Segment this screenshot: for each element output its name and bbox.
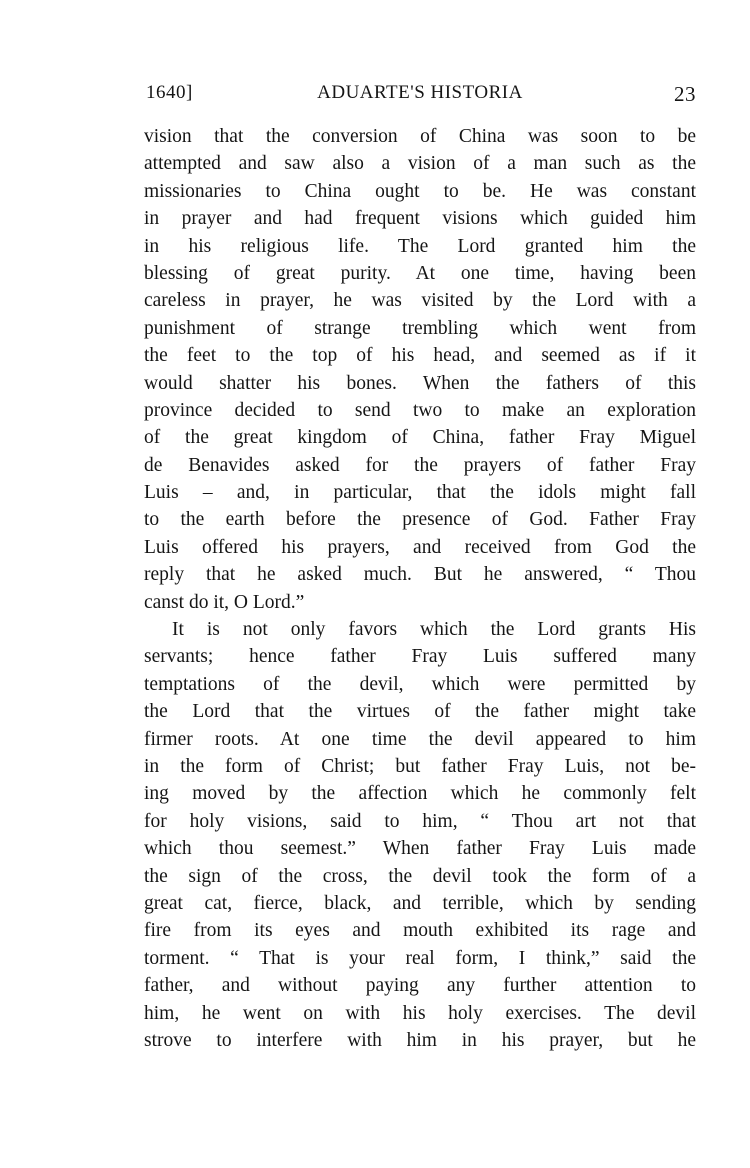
text-line: which thou seemest.” When father Fray Luis made: [144, 838, 696, 860]
text-line: firmer roots. At one time the devil appeared to him: [144, 728, 696, 750]
page-number: 23: [674, 82, 696, 106]
text-line: in the form of Christ; but father Fray Luis, not be-: [144, 755, 696, 777]
text-line: province decided to send two to make an exploration: [144, 399, 696, 421]
text-line: would shatter his bones. When the fathers of this: [144, 372, 696, 394]
body-text: [144, 123, 696, 1054]
text-line: fire from its eyes and mouth exhibited its rage and: [144, 920, 696, 942]
text-line: missionaries to China ought to be. He was constant: [144, 180, 696, 202]
text-line: servants; hence father Fray Luis suffered many: [144, 646, 696, 668]
paragraph-start-line: It is not only favors which the Lord grants His: [172, 619, 696, 641]
text-line: Luis – and, in particular, that the idols might fall: [144, 482, 696, 504]
text-line: ing moved by the affection which he commonly felt: [144, 783, 696, 805]
text-line: father, and without paying any further attention to: [144, 975, 696, 997]
text-line: blessing of great purity. At one time, having been: [144, 262, 696, 284]
text-line: of the great kingdom of China, father Fray Miguel: [144, 427, 696, 449]
text-line: careless in prayer, he was visited by the Lord with a: [144, 290, 696, 312]
text-line: for holy visions, said to him, “ Thou art not that: [144, 810, 696, 832]
text-line: punishment of strange trembling which went from: [144, 317, 696, 339]
text-line: attempted and saw also a vision of a man such as the: [144, 153, 696, 175]
text-line: him, he went on with his holy exercises. The devil: [144, 1002, 696, 1024]
text-line: the Lord that the virtues of the father might take: [144, 701, 696, 723]
text-line: strove to interfere with him in his prayer, but he: [144, 1029, 696, 1051]
text-line: torment. “ That is your real form, I think,” said the: [144, 947, 696, 969]
text-line: temptations of the devil, which were permitted by: [144, 673, 696, 695]
text-line: Luis offered his prayers, and received from God the: [144, 536, 696, 558]
paragraph-end-line: canst do it, O Lord.”: [144, 591, 305, 613]
text-line: vision that the conversion of China was soon to be: [144, 126, 696, 147]
text-line: great cat, fierce, black, and terrible, which by sending: [144, 892, 696, 914]
text-line: the feet to the top of his head, and seemed as if it: [144, 345, 696, 367]
text-line: in his religious life. The Lord granted him the: [144, 235, 696, 257]
running-head-year: 1640]: [146, 82, 193, 103]
text-line: de Benavides asked for the prayers of father Fray: [144, 454, 696, 476]
running-head: [144, 82, 696, 112]
text-line: reply that he asked much. But he answered, “ Thou: [144, 564, 696, 586]
text-line: the sign of the cross, the devil took the form of a: [144, 865, 696, 887]
text-line: to the earth before the presence of God. Father Fray: [144, 509, 696, 531]
running-head-title: ADUARTE'S HISTORIA: [317, 82, 523, 103]
text-line: in prayer and had frequent visions which guided him: [144, 208, 696, 230]
